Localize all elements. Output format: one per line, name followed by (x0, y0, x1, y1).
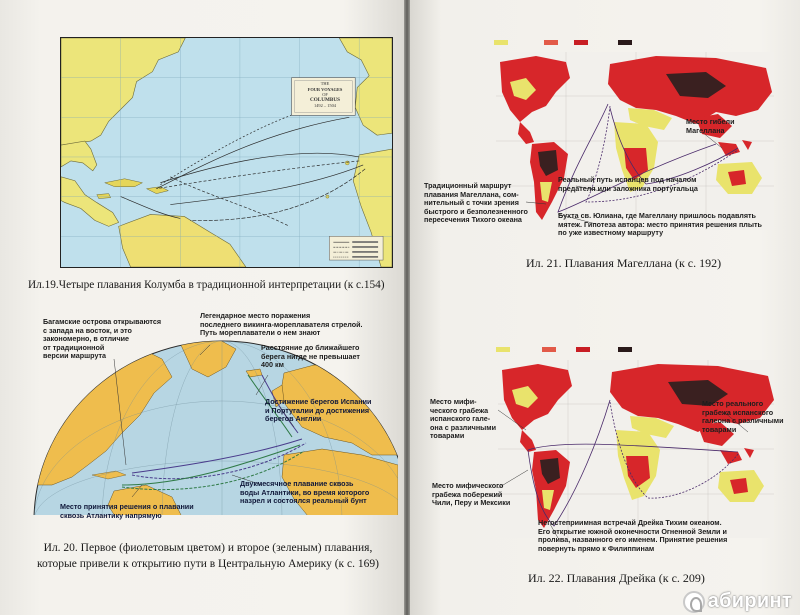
annotation-line: Негостеприимная встречай Дрейка Тихим океаном. (538, 518, 722, 527)
annotation-line: Место мифи- (430, 397, 477, 406)
caption-line: Ил. 20. Первое (фиолетовым цветом) и второе (зеленым) плавания, (43, 542, 373, 554)
map-title-line: OF (322, 92, 328, 98)
magellan-world-map (496, 52, 774, 230)
annotation-coasts (265, 398, 371, 424)
annotation-line: берегов Англии (265, 414, 322, 424)
watermark-text: абиринт (707, 590, 792, 612)
annotation-line: мятеж. Гипотеза автора: место принятия решения плыть (558, 219, 762, 229)
magellan-map-svg (496, 52, 774, 230)
annotation-line: сквозь Атлантику напрямую (60, 510, 162, 520)
legend-swatch (618, 40, 632, 45)
map-title-line: COLUMBUS (310, 96, 340, 103)
columbus-map-title (294, 81, 356, 109)
legend-swatch (542, 347, 556, 352)
annotation-line: Место принятия решения о плавании (60, 502, 194, 511)
columbus-map-svg (61, 38, 392, 267)
annotation-two-month-crossing (240, 480, 369, 506)
figure-21-caption: Ил. 21. Плавания Магеллана (к с. 192) (526, 256, 722, 270)
annotation-line: пролива, названного его именем. Принятие решения (538, 535, 728, 545)
legend-swatch (576, 347, 590, 352)
map-title-line: THE (320, 81, 330, 86)
figure-22-caption: Ил. 22. Плавания Дрейка (к с. 209) (528, 571, 705, 585)
annotation-traditional-route (424, 182, 528, 225)
annotation-line: с запада на восток, и это (43, 325, 132, 335)
annotation-line: от традиционной (43, 342, 105, 352)
annotation-line: воды Атлантики, во время которого (240, 487, 370, 497)
annotation-line: назрел и состоялся реальный бунт (240, 496, 367, 506)
legend-swatch (618, 347, 632, 352)
annotation-line: испанского гале- (430, 414, 491, 424)
annotation-line: повернуть прямо к Филиппинам (538, 543, 655, 553)
legend-swatch (496, 347, 510, 352)
annotation-real-route (558, 176, 698, 193)
annotation-real-galleon-robbery (702, 400, 784, 434)
figure-20-caption (14, 540, 402, 572)
annotation-line: пересечения Тихого океана (424, 215, 522, 225)
annotation-line: Легендарное место поражения (200, 311, 311, 320)
drake-world-map (498, 360, 774, 538)
map-title-line: 1492 – 1504 (314, 103, 336, 109)
annotation-san-julian-bay (558, 212, 762, 238)
annotation-line: по уже известному маршруту (558, 228, 664, 238)
annotation-line: последнего викинга-мореплавателя стрелой. (200, 319, 363, 329)
labirint-logo-icon (683, 591, 705, 613)
annotation-line: Двукмесячное плавание сквозь (240, 479, 354, 488)
annotation-line: товарами (702, 424, 737, 434)
annotation-line: и Португалии до достижения (265, 405, 370, 415)
annotation-line: Место мифического (432, 481, 504, 490)
drake-map-svg (498, 360, 774, 538)
annotation-mythical-galleon-robbery (430, 398, 496, 441)
annotation-line: грабежа побережий (432, 489, 503, 499)
annotation-line: закономерно, в отличие (43, 334, 130, 344)
annotation-line: Реальный путь испанцев под началом (558, 175, 697, 184)
columbus-voyages-map (60, 37, 393, 268)
annotation-line: она с различными (430, 422, 497, 432)
annotation-line: галеона с различными (702, 416, 784, 426)
annotation-line: берега нигде не превышает (261, 351, 360, 361)
annotation-line: ческого грабежа (430, 405, 489, 415)
map-title-line: FOUR VOYAGES (307, 86, 343, 92)
annotation-line: Место реального (702, 399, 764, 408)
annotation-viking-defeat (200, 312, 363, 338)
annotation-drake-pacific-meeting (538, 519, 727, 553)
legend-swatch (494, 40, 508, 45)
annotation-line: Расстояние до ближайшего (261, 343, 360, 352)
annotation-line: Магеллана (686, 125, 725, 135)
annotation-line: Путь мореплаватели о нем знают (200, 328, 321, 338)
right-page (410, 0, 800, 615)
annotation-bahamas (43, 318, 161, 361)
annotation-line: Место гибели (686, 117, 735, 126)
annotation-line: Его открытие южной оконечности Огненной Земли и (538, 526, 727, 536)
annotation-line: нительный с точки зрения (424, 198, 519, 208)
annotation-line: 400 км (261, 360, 284, 370)
annotation-line: Чили, Перу и Мексики (432, 498, 511, 508)
figure-19-caption: Ил.19.Четыре плавания Колумба в традиционной интерпретации (к с.154) (28, 279, 385, 291)
annotation-line: Бухта св. Юлиана, где Магеллану пришлось подавлять (558, 211, 756, 220)
annotation-line: Багамские острова открываются (43, 317, 162, 326)
caption-line: которые привели к открытию пути в Центральную Америку (к с. 169) (37, 558, 379, 570)
annotation-line: плавания Магеллана, сом- (424, 189, 519, 199)
annotation-mythical-coast-robbery (432, 482, 510, 508)
annotation-line: Традиционный маршрут (424, 181, 512, 190)
annotation-line: предателя или заложника португальца (558, 183, 698, 193)
annotation-distance (261, 344, 360, 370)
annotation-decision-place (60, 503, 194, 520)
annotation-line: товарами (430, 431, 465, 441)
legend-swatch (544, 40, 558, 45)
labirint-watermark (683, 590, 792, 613)
annotation-line: грабежа испанского (702, 407, 774, 417)
annotation-line: быстрого и безполезненного (424, 206, 528, 216)
legend-swatch (574, 40, 588, 45)
annotation-line: Достижение берегов Испании (265, 397, 372, 406)
annotation-line: версии маршрута (43, 351, 107, 361)
annotation-magellan-death (686, 118, 735, 135)
